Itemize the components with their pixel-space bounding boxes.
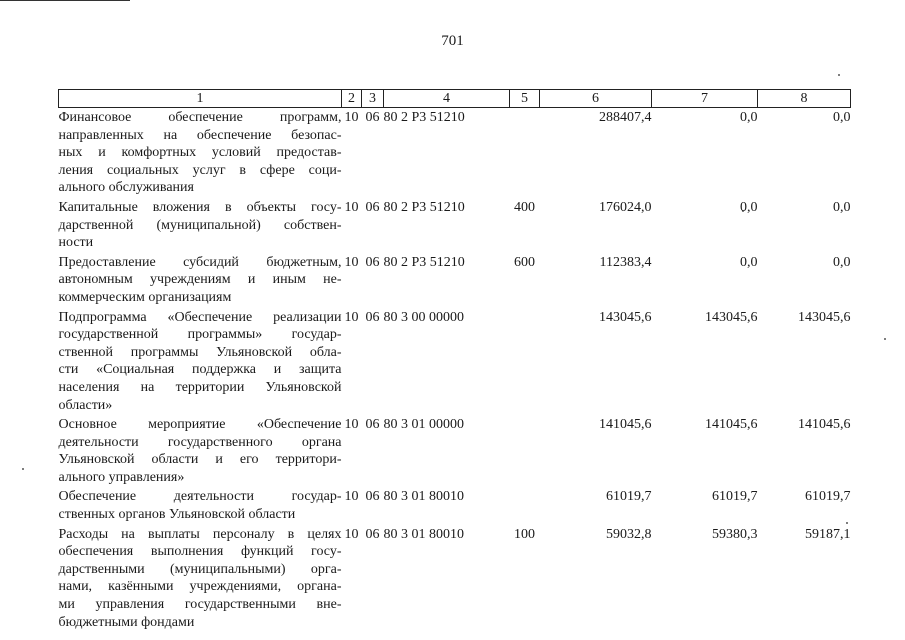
description-line: дарственной (муниципальной) собствен- [58, 217, 342, 233]
description-line: ственной программы Ульяновской обла- [58, 344, 342, 360]
amount-year-1: 59032,8 [606, 526, 652, 542]
amount-year-2: 141045,6 [705, 417, 758, 433]
description-line: ных и комфортных условий предостав- [58, 145, 342, 161]
amount-year-1: 143045,6 [599, 309, 652, 325]
table-row [59, 198, 851, 253]
description-line: ального обслуживания [58, 180, 194, 196]
expense-type-code [510, 308, 540, 416]
expense-type-code [510, 415, 540, 487]
description-line: государственной программы» государ- [58, 327, 342, 343]
description-line: коммерческим организациям [58, 289, 232, 305]
table-header-row [59, 90, 851, 108]
target-article-code: 80 3 01 80010 [383, 489, 464, 505]
section-code: 10 [344, 199, 359, 215]
row-description [59, 198, 342, 253]
amount-year-3: 0,0 [833, 199, 851, 215]
table-row [59, 308, 851, 416]
amount-year-1: 141045,6 [599, 417, 652, 433]
table-row [59, 487, 851, 524]
description-line: ности [58, 235, 94, 251]
description-line: ми управления государственными вне- [58, 597, 342, 613]
amount-year-2: 61019,7 [712, 489, 758, 505]
subsection-code: 06 [365, 110, 380, 125]
amount-year-2: 0,0 [740, 110, 758, 125]
amount-year-2: 59380,3 [712, 526, 758, 542]
section-code: 10 [344, 309, 359, 325]
row-description [59, 487, 342, 524]
description-line: ления социальных услуг в сфере соци- [58, 162, 342, 178]
subsection-code: 06 [365, 254, 380, 270]
expense-type-code: 600 [514, 254, 535, 270]
page-number: 701 [441, 33, 464, 49]
description-line: автономным учреждениям и иным не- [58, 272, 342, 288]
amount-year-2: 143045,6 [705, 309, 758, 325]
header-col-5: 5 [510, 90, 540, 108]
header-col-6: 6 [540, 90, 652, 108]
row-description [59, 415, 342, 487]
amount-year-3: 0,0 [833, 254, 851, 270]
target-article-code: 80 2 P3 51210 [383, 254, 465, 270]
subsection-code: 06 [365, 489, 380, 505]
description-line: ального управления» [58, 469, 185, 485]
header-col-8: 8 [758, 90, 851, 108]
description-line: ственных органов Ульяновской области [58, 507, 296, 523]
section-code: 10 [344, 110, 359, 125]
expense-type-code: 400 [514, 199, 535, 215]
description-line: Предоставление субсидий бюджетным, [58, 254, 342, 270]
amount-year-3: 143045,6 [798, 309, 851, 325]
description-line: обеспечения выполнения функций госу- [58, 544, 342, 560]
header-col-2: 2 [342, 90, 362, 108]
description-line: Основное мероприятие «Обеспечение [58, 417, 342, 433]
amount-year-2: 0,0 [740, 254, 758, 270]
subsection-code: 06 [365, 199, 380, 215]
expense-type-code [510, 487, 540, 524]
amount-year-2: 0,0 [740, 199, 758, 215]
target-article-code: 80 2 P3 51210 [383, 110, 465, 125]
description-line: деятельности государственного органа [58, 434, 342, 450]
row-description [59, 525, 342, 633]
row-description [59, 253, 342, 308]
amount-year-3: 59187,1 [805, 526, 851, 542]
row-description [59, 108, 342, 198]
expense-type-code [510, 108, 540, 198]
section-code: 10 [344, 254, 359, 270]
section-code: 10 [344, 526, 359, 542]
target-article-code: 80 3 00 00000 [383, 309, 464, 325]
subsection-code: 06 [365, 526, 380, 542]
amount-year-1: 61019,7 [606, 489, 652, 505]
description-line: Ульяновской области и его территори- [58, 452, 342, 468]
scan-speck [838, 74, 840, 76]
table-row [59, 415, 851, 487]
budget-table [58, 89, 851, 632]
target-article-code: 80 2 P3 51210 [383, 199, 465, 215]
section-code: 10 [344, 489, 359, 505]
scan-speck [22, 468, 24, 470]
header-col-1: 1 [59, 90, 342, 108]
amount-year-3: 61019,7 [805, 489, 851, 505]
subsection-code: 06 [365, 417, 380, 433]
description-line: Расходы на выплаты персоналу в целях [58, 526, 342, 542]
table-row [59, 525, 851, 633]
description-line: Подпрограмма «Обеспечение реализации [58, 309, 342, 325]
target-article-code: 80 3 01 80010 [383, 526, 464, 542]
amount-year-1: 288407,4 [599, 110, 652, 125]
expense-type-code: 100 [514, 526, 535, 542]
header-col-7: 7 [652, 90, 758, 108]
description-line: Капитальные вложения в объекты госу- [58, 199, 342, 215]
table-row [59, 108, 851, 198]
amount-year-1: 112383,4 [599, 254, 652, 270]
scan-edge-line [0, 0, 130, 1]
amount-year-3: 0,0 [833, 110, 851, 125]
row-description [59, 308, 342, 416]
header-col-4: 4 [384, 90, 510, 108]
description-line: населения на территории Ульяновской [58, 379, 342, 395]
description-line: сти «Социальная поддержка и защита [58, 362, 342, 378]
table-row [59, 253, 851, 308]
scan-speck [884, 338, 886, 340]
header-col-3: 3 [362, 90, 384, 108]
description-line: дарственными (муниципальными) орга- [58, 561, 342, 577]
amount-year-3: 141045,6 [798, 417, 851, 433]
description-line: направленных на обеспечение безопас- [58, 127, 342, 143]
description-line: нами, казёнными учреждениями, органа- [58, 579, 342, 595]
subsection-code: 06 [365, 309, 380, 325]
description-line: Финансовое обеспечение программ, [58, 110, 342, 125]
description-line: Обеспечение деятельности государ- [58, 489, 342, 505]
section-code: 10 [344, 417, 359, 433]
amount-year-1: 176024,0 [599, 199, 652, 215]
description-line: области» [58, 397, 113, 413]
target-article-code: 80 3 01 00000 [383, 417, 464, 433]
description-line: бюджетными фондами [58, 614, 195, 630]
